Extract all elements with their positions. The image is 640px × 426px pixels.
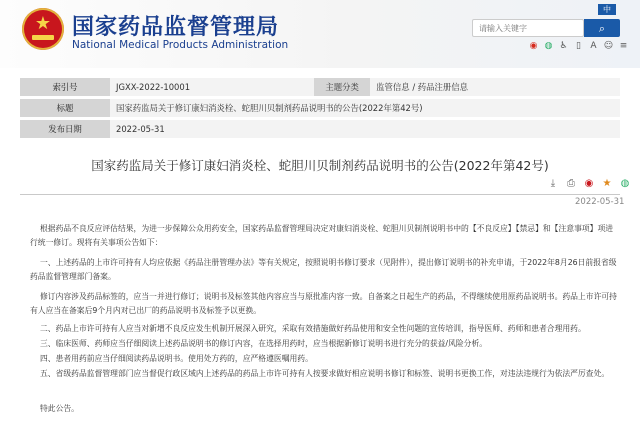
user-icon[interactable]: ☺	[603, 41, 614, 51]
title-label: 标题	[20, 98, 110, 119]
weibo-share-icon[interactable]: ◉	[584, 178, 594, 189]
category-value: 监管信息 / 药品注册信息	[370, 78, 620, 98]
share-tools	[528, 41, 629, 53]
paragraph: 五、省级药品监督管理部门应当督促行政区域内上述药品的药品上市许可持有人按要求做好相应说明书修订和标签、说明书更换工作，对违法违规行为依法严厉查处。	[40, 369, 610, 378]
search-input[interactable]	[472, 19, 584, 37]
publish-date-label: 发布日期	[20, 119, 110, 139]
title-value: 国家药监局关于修订康妇消炎栓、蛇胆川贝制剂药品说明书的公告(2022年第42号)	[110, 98, 620, 119]
article-date: 2022-05-31	[575, 197, 625, 207]
article-tools	[547, 178, 631, 190]
category-label: 主题分类	[314, 78, 370, 98]
paragraph: 修订内容涉及药品标签的，应当一并进行修订；说明书及标签其他内容应当与原批准内容一致。自备案之日起生产的药品，不得继续使用原药品说明书。药品上市许可持有人应当在备案后9个月内对已出厂的药品说明书及标签予以更换。	[30, 292, 617, 315]
wechat-share-icon[interactable]: ◍	[620, 178, 630, 189]
paragraph: 四、患者用药前应当仔细阅读药品说明书。使用处方药的，应严格遵医嘱用药。	[40, 354, 313, 363]
article-title: 国家药监局关于修订康妇消炎栓、蛇胆川贝制剂药品说明书的公告(2022年第42号)	[91, 158, 549, 173]
paragraph: 根据药品不良反应评估结果，为进一步保障公众用药安全，国家药品监督管理局决定对康妇消炎栓、蛇胆川贝制剂说明书中的【不良反应】【禁忌】和【注意事项】项进行统一修订。现将有关事项公告如下：	[30, 224, 614, 247]
accessibility-icon[interactable]: ♿	[559, 41, 568, 51]
wechat-icon[interactable]: ◍	[544, 41, 553, 51]
download-icon[interactable]: ⤓	[550, 178, 556, 189]
site-title[interactable]: 国家药品监督管理局	[72, 15, 280, 40]
print-icon[interactable]: ⎙	[567, 178, 575, 189]
metadata-row	[20, 98, 620, 119]
index-label: 索引号	[20, 78, 110, 98]
site-subtitle: National Medical Products Administration	[72, 39, 289, 51]
paragraph: 二、药品上市许可持有人应当对新增不良反应发生机制开展深入研究，采取有效措施做好药品使用和安全性问题的宣传培训，指导医师、药师和患者合理用药。	[40, 324, 586, 333]
search-icon: ⌕	[598, 23, 606, 35]
publish-date-value: 2022-05-31	[110, 119, 620, 139]
text-size-icon[interactable]: A	[590, 41, 597, 51]
national-emblem-logo: ★	[22, 8, 64, 50]
paragraph: 三、临床医师、药师应当仔细阅读上述药品说明书的修订内容，在选择用药时，应当根据新修订说明书进行充分的获益/风险分析。	[40, 339, 488, 348]
index-value: JGXX-2022-10001	[110, 78, 314, 98]
qzone-share-icon[interactable]: ★	[602, 178, 612, 189]
article-metadata-table	[20, 78, 620, 138]
language-toggle-button[interactable]: 中	[598, 4, 616, 15]
paragraph: 一、上述药品的上市许可持有人均应依据《药品注册管理办法》等有关规定，按照说明书修订要求（见附件），提出修订说明书的补充申请，于2022年8月26日前报省级药品监督管理部门备案。	[30, 258, 617, 281]
divider	[20, 194, 620, 195]
menu-icon[interactable]: ≡	[619, 41, 628, 51]
mobile-icon[interactable]: ▯	[576, 41, 581, 51]
site-header	[0, 0, 640, 68]
search-button[interactable]	[584, 19, 620, 37]
paragraph: 特此公告。	[40, 404, 79, 413]
metadata-row	[20, 78, 620, 98]
weibo-icon[interactable]: ◉	[529, 41, 538, 51]
metadata-row	[20, 119, 620, 139]
